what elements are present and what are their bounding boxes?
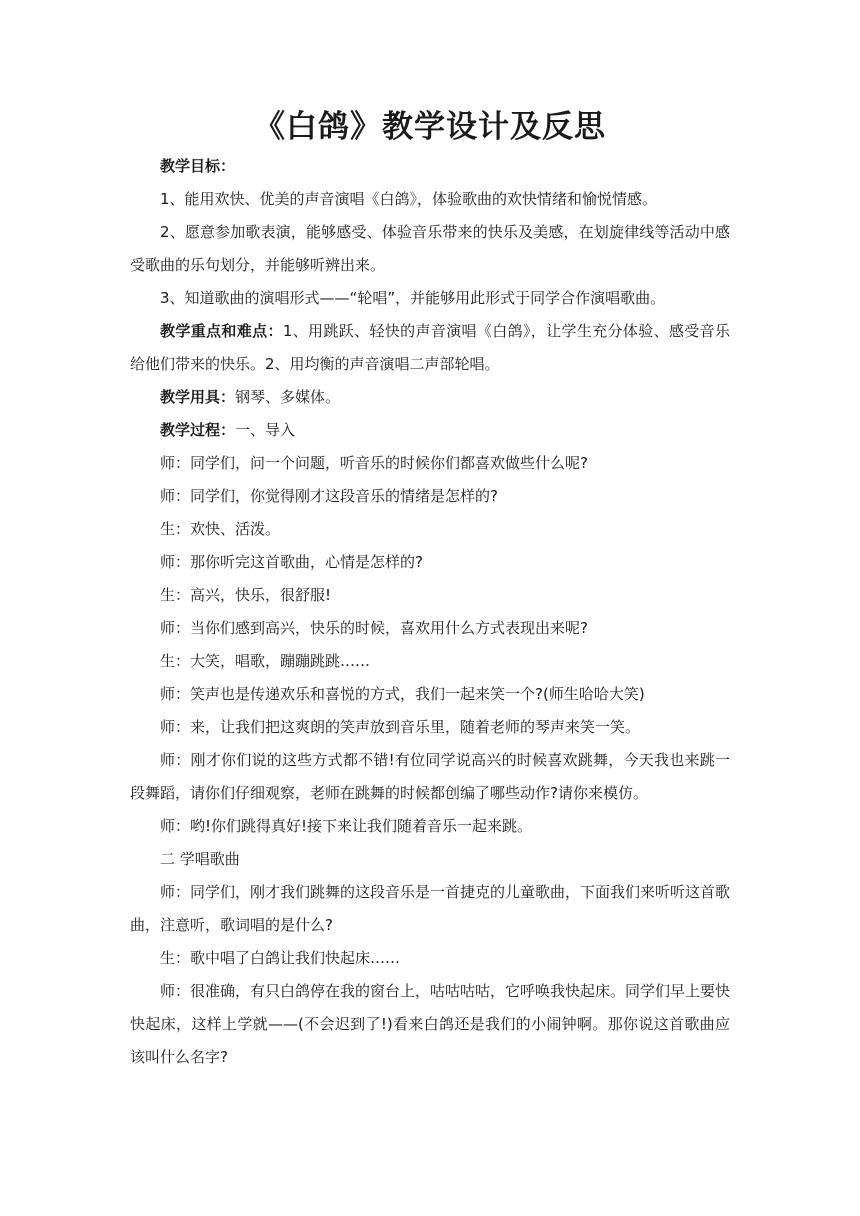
key-points-text: 1、用跳跃、轻快的声音演唱《白鸽》，让学生充分体验、感受音乐给他们带来的快乐。2、用均衡的声音演唱二声部轮唱。 <box>130 322 730 373</box>
process-text: 一、导入 <box>235 421 296 439</box>
key-points-paragraph <box>130 315 730 381</box>
dialogue-line: 师：哟!你们跳得真好!接下来让我们随着音乐一起来跳。 <box>160 817 533 835</box>
dialogue-line: 生：大笑，唱歌，蹦蹦跳跳…… <box>160 652 371 670</box>
dialogue-line: 师：同学们，问一个问题，听音乐的时候你们都喜欢做些什么呢? <box>160 454 588 472</box>
objective-1: 1、能用欢快、优美的声音演唱《白鸽》，体验歌曲的欢快情绪和愉悦情感。 <box>160 190 658 208</box>
dialogue-line: 师：很准确，有只白鸽停在我的窗台上，咕咕咕咕，它呼唤我快起床。同学们早上要快快起床，这样上学就——(不会迟到了!)看来白鸽还是我们的小闹钟啊。那你说这首歌曲应该叫什么名字? <box>130 982 731 1066</box>
dialogue-line: 师：刚才你们说的这些方式都不错!有位同学说高兴的时候喜欢跳舞，今天我也来跳一段舞蹈，请你们仔细观察，老师在跳舞的时候都创编了哪些动作?请你来模仿。 <box>130 751 730 802</box>
tools-paragraph <box>130 381 730 414</box>
document-title: 《白鸽》教学设计及反思 <box>254 109 606 145</box>
tools-text: 钢琴、多媒体。 <box>235 388 341 406</box>
objectives-heading: 教学目标： <box>160 157 236 175</box>
dialogue-line: 师：来，让我们把这爽朗的笑声放到音乐里，随着老师的琴声来笑一笑。 <box>160 718 641 736</box>
dialogue-line: 师：笑声也是传递欢乐和喜悦的方式，我们一起来笑一个?(师生哈哈大笑) <box>160 685 645 703</box>
document-body <box>130 150 730 1074</box>
tools-label: 教学用具： <box>160 388 236 406</box>
process-paragraph <box>130 414 730 447</box>
objective-3: 3、知道歌曲的演唱形式——“轮唱”，并能够用此形式于同学合作演唱歌曲。 <box>160 289 666 307</box>
dialogue-line: 师：那你听完这首歌曲，心情是怎样的? <box>160 553 423 571</box>
dialogue-line: 生：歌中唱了白鸽让我们快起床…… <box>160 949 401 967</box>
process-label: 教学过程： <box>160 421 236 439</box>
dialogue-line: 生：欢快、活泼。 <box>160 520 281 538</box>
dialogue-line: 师：同学们，刚才我们跳舞的这段音乐是一首捷克的儿童歌曲，下面我们来听听这首歌曲，注意听，歌词唱的是什么? <box>130 883 731 934</box>
objective-2: 2、愿意参加歌表演，能够感受、体验音乐带来的快乐及美感，在划旋律线等活动中感受歌曲的乐句划分，并能够听辨出来。 <box>130 223 730 274</box>
key-points-label: 教学重点和难点： <box>160 322 283 340</box>
dialogue-line: 师：同学们，你觉得刚才这段音乐的情绪是怎样的? <box>160 487 498 505</box>
dialogue-line: 生：高兴，快乐，很舒服! <box>160 586 332 604</box>
dialogue-line: 师：当你们感到高兴，快乐的时候，喜欢用什么方式表现出来呢? <box>160 619 588 637</box>
section-heading: 二 学唱歌曲 <box>160 850 240 868</box>
